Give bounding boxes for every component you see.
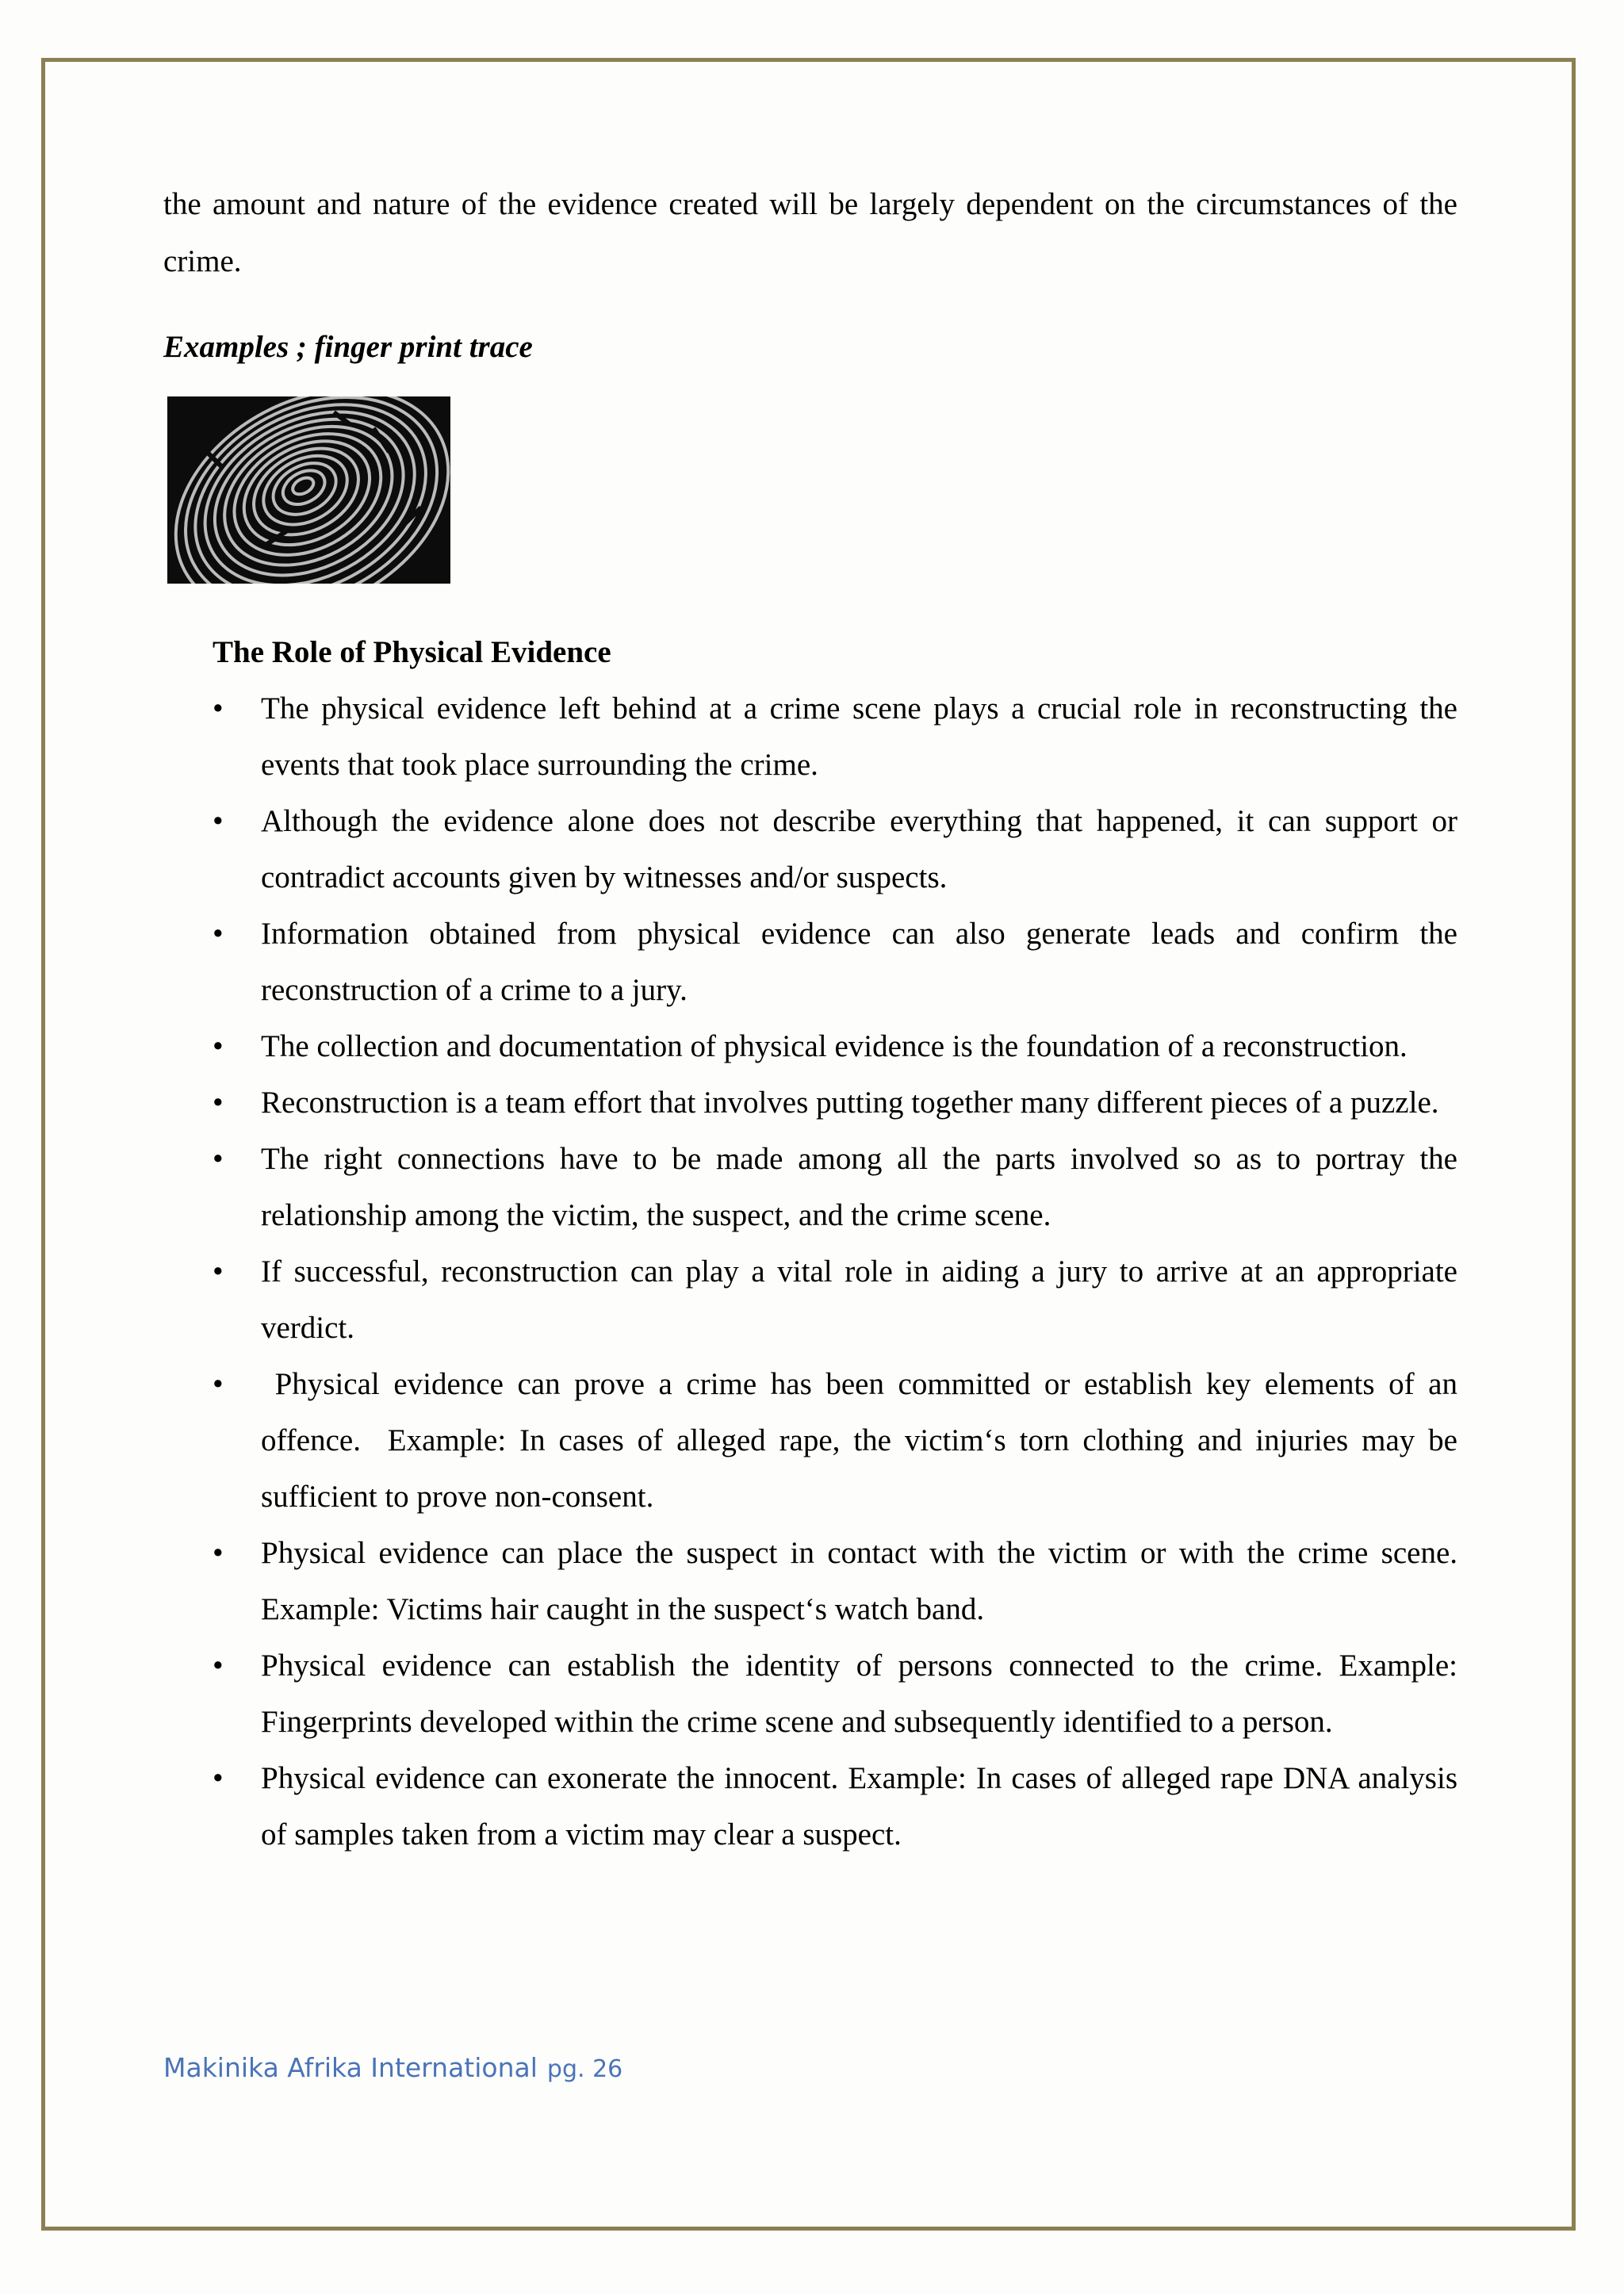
bullet-symbol: • bbox=[213, 1029, 224, 1063]
list-item-text: Information obtained from physical evidence can also generate leads and confirm the reconstruction of a crime to a jury. bbox=[261, 917, 1457, 1007]
list-item-text: If successful, reconstruction can play a vital role in aiding a jury to arrive at an appropriate verdict. bbox=[261, 1254, 1457, 1345]
footer-org: Makinika Afrika International bbox=[163, 2052, 538, 2083]
bullet-symbol: • bbox=[213, 1761, 224, 1795]
bullet-symbol: • bbox=[213, 1649, 224, 1683]
list-item-text: Physical evidence can establish the identity of persons connected to the crime. Example: Fingerprints developed within the crime scene and subsequently identified to a person. bbox=[261, 1649, 1457, 1739]
list-item-text: Reconstruction is a team effort that involves putting together many different pieces of a puzzle. bbox=[261, 1086, 1439, 1120]
list-item bbox=[213, 906, 1457, 1018]
bullet-symbol: • bbox=[213, 917, 224, 951]
list-item-text: The right connections have to be made among all the parts involved so as to portray the relationship among the victim, the suspect, and the crime scene. bbox=[261, 1142, 1457, 1232]
bullet-symbol: • bbox=[213, 1536, 224, 1570]
section-heading: The Role of Physical Evidence bbox=[213, 635, 611, 669]
bullet-symbol: • bbox=[213, 804, 224, 838]
list-item bbox=[213, 1243, 1457, 1356]
list-item bbox=[213, 1525, 1457, 1637]
examples-label: Examples ; finger print trace bbox=[163, 330, 533, 364]
physical-evidence-section bbox=[213, 625, 1465, 1863]
list-item-text: The physical evidence left behind at a crime scene plays a crucial role in reconstructing the events that took place surrounding the crime. bbox=[261, 691, 1457, 782]
fingerprint-image bbox=[167, 396, 450, 584]
list-item bbox=[213, 1074, 1457, 1131]
list-item bbox=[213, 680, 1457, 793]
bullet-symbol: • bbox=[213, 1086, 224, 1120]
list-item bbox=[213, 1637, 1457, 1750]
bullet-list bbox=[213, 680, 1465, 1863]
bullet-symbol: • bbox=[213, 1142, 224, 1176]
list-item-text: Physical evidence can place the suspect in contact with the victim or with the crime scene. Example: Victims hair caught in the suspect‘s watch band. bbox=[261, 1536, 1457, 1626]
footer-page-number: pg. 26 bbox=[546, 2055, 623, 2083]
list-item bbox=[213, 1018, 1457, 1074]
list-item bbox=[213, 1131, 1457, 1243]
list-item-text: The collection and documentation of physical evidence is the foundation of a reconstruction. bbox=[261, 1029, 1408, 1063]
list-item-text: Although the evidence alone does not describe everything that happened, it can support or contradict accounts given by witnesses and/or suspects. bbox=[261, 804, 1457, 894]
bullet-symbol: • bbox=[213, 691, 224, 726]
fingerprint-graphic bbox=[167, 396, 450, 584]
list-item bbox=[213, 793, 1457, 906]
bullet-symbol: • bbox=[213, 1367, 224, 1401]
list-item-text: Physical evidence can prove a crime has been committed or establish key elements of an offence. Example: In cases of alleged rape, the victim‘s torn clothing and injuries may be sufficient to prove non-consent. bbox=[261, 1367, 1465, 1514]
page-content bbox=[163, 176, 1465, 1863]
list-item bbox=[213, 1750, 1457, 1863]
list-item bbox=[213, 1356, 1465, 1525]
intro-paragraph: the amount and nature of the evidence created will be largely dependent on the circumstances of the crime. bbox=[163, 187, 1457, 278]
list-item-text: Physical evidence can exonerate the innocent. Example: In cases of alleged rape DNA analysis of samples taken from a victim may clear a suspect. bbox=[261, 1761, 1457, 1852]
page-footer bbox=[163, 2052, 622, 2083]
bullet-symbol: • bbox=[213, 1254, 224, 1289]
